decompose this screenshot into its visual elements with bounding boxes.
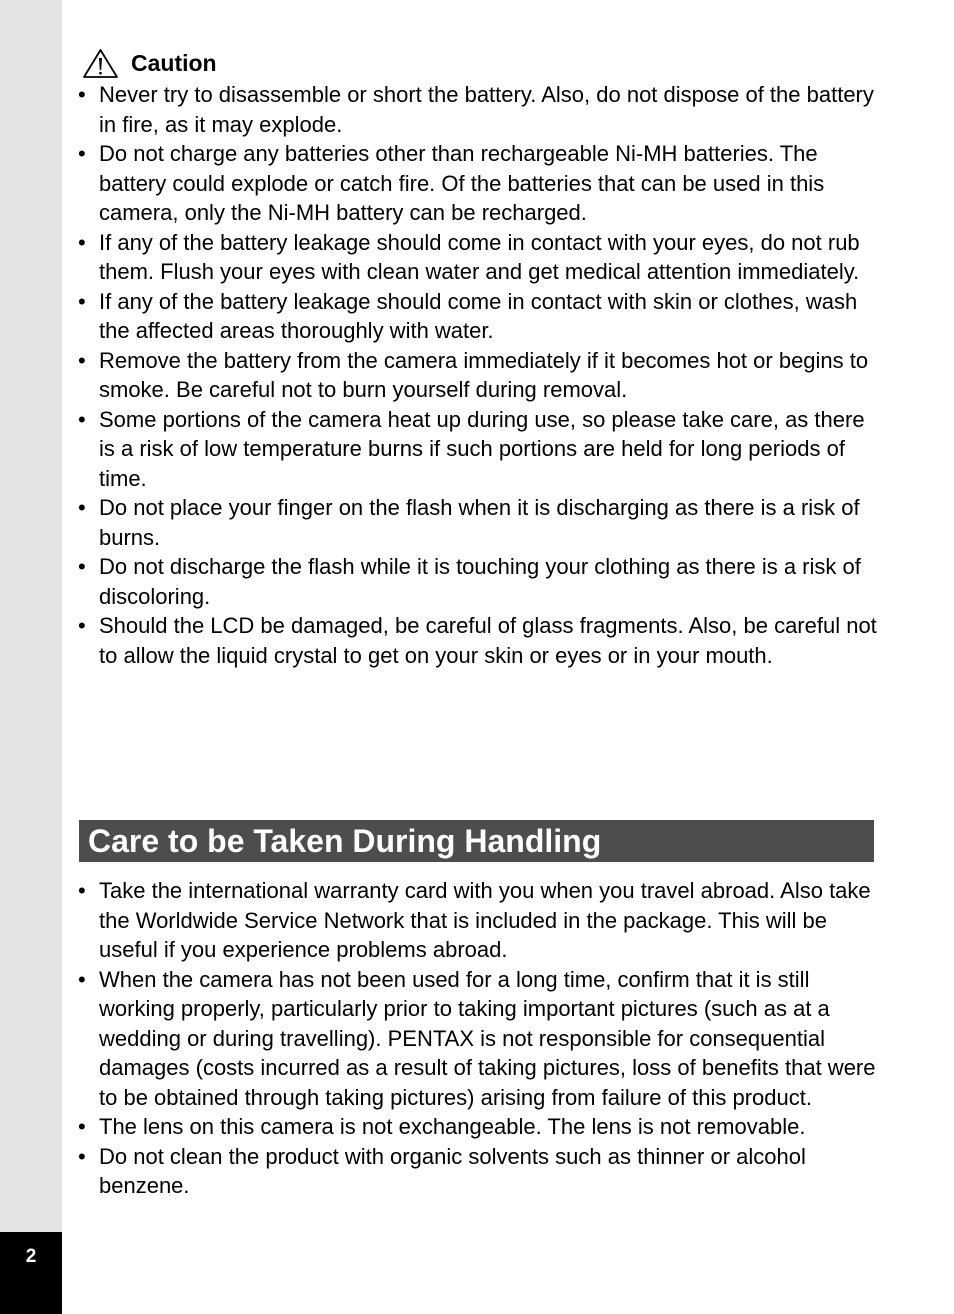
- list-item-text: The lens on this camera is not exchangeable. The lens is not removable.: [99, 1114, 806, 1139]
- list-item: [78, 611, 878, 670]
- list-item-text: Do not charge any batteries other than rechargeable Ni-MH batteries. The battery could explode or catch fire. Of the batteries that can be used in this camera, only the Ni-MH battery can be recharged.: [99, 141, 825, 225]
- list-item-text: If any of the battery leakage should come in contact with your eyes, do not rub them. Flush your eyes with clean water and get medical attention immediately.: [99, 229, 860, 284]
- bullet: •: [78, 406, 86, 432]
- list-item-text: Should the LCD be damaged, be careful of glass fragments. Also, be careful not to allow the liquid crystal to get on your skin or eyes or in your mouth.: [99, 613, 877, 668]
- bullet: •: [78, 347, 86, 373]
- list-item: [78, 139, 878, 228]
- list-item: [78, 287, 878, 346]
- list-item-text: If any of the battery leakage should come in contact with skin or clothes, wash the affected areas thoroughly with water.: [99, 288, 858, 343]
- bullet: •: [78, 495, 86, 520]
- list-item-text: Do not place your finger on the flash when it is discharging as there is a risk of burns.: [99, 495, 860, 550]
- list-item: [78, 1112, 878, 1142]
- list-item: [78, 346, 878, 405]
- bullet: •: [78, 1143, 86, 1169]
- list-item-text: Do not clean the product with organic solvents such as thinner or alcohol benzene.: [99, 1143, 806, 1198]
- list-item-text: Take the international warranty card with you when you travel abroad. Also take the Worldwide Service Network that is included in the package. This will be useful if you experience problems abroad.: [99, 878, 871, 962]
- list-item-text: Never try to disassemble or short the battery. Also, do not dispose of the battery in fire, as it may explode.: [99, 82, 874, 137]
- bullet: •: [78, 878, 86, 903]
- bullet: •: [78, 966, 86, 992]
- warning-triangle-icon: [82, 48, 119, 79]
- list-item: [78, 493, 878, 552]
- handling-list: [78, 876, 878, 1201]
- list-item: [78, 1142, 878, 1201]
- page-margin-band: [0, 0, 62, 1232]
- caution-list: [78, 80, 878, 670]
- list-item-text: Some portions of the camera heat up during use, so please take care, as there is a risk of low temperature burns if such portions are held for long periods of time.: [99, 406, 865, 491]
- bullet: •: [78, 613, 86, 638]
- caution-title: Caution: [131, 50, 217, 76]
- bullet: •: [78, 82, 86, 107]
- bullet: •: [78, 288, 86, 314]
- bullet: •: [78, 1114, 86, 1139]
- list-item-text: Do not discharge the flash while it is touching your clothing as there is a risk of discoloring.: [99, 554, 861, 609]
- list-item: [78, 876, 878, 965]
- section-header: Care to be Taken During Handling: [79, 820, 874, 862]
- list-item: [78, 405, 878, 494]
- list-item-text: When the camera has not been used for a long time, confirm that it is still working properly, particularly prior to taking important pictures (such as at a wedding or during travelling). PENTAX is not responsible for consequential damages (costs incurred as a result of taking pictures, loss of benefits that were to be obtained through taking pictures) arising from failure of this product.: [99, 966, 876, 1110]
- caution-heading: [82, 46, 217, 80]
- list-item: [78, 965, 878, 1113]
- page-number-tab: [0, 1232, 62, 1314]
- list-item: [78, 552, 878, 611]
- bullet: •: [78, 229, 86, 255]
- page-number: 2: [25, 1246, 37, 1267]
- bullet: •: [78, 141, 86, 166]
- list-item: [78, 228, 878, 287]
- bullet: •: [78, 554, 86, 579]
- list-item-text: Remove the battery from the camera immediately if it becomes hot or begins to smoke. Be careful not to burn yourself during removal.: [99, 347, 869, 402]
- list-item: [78, 80, 878, 139]
